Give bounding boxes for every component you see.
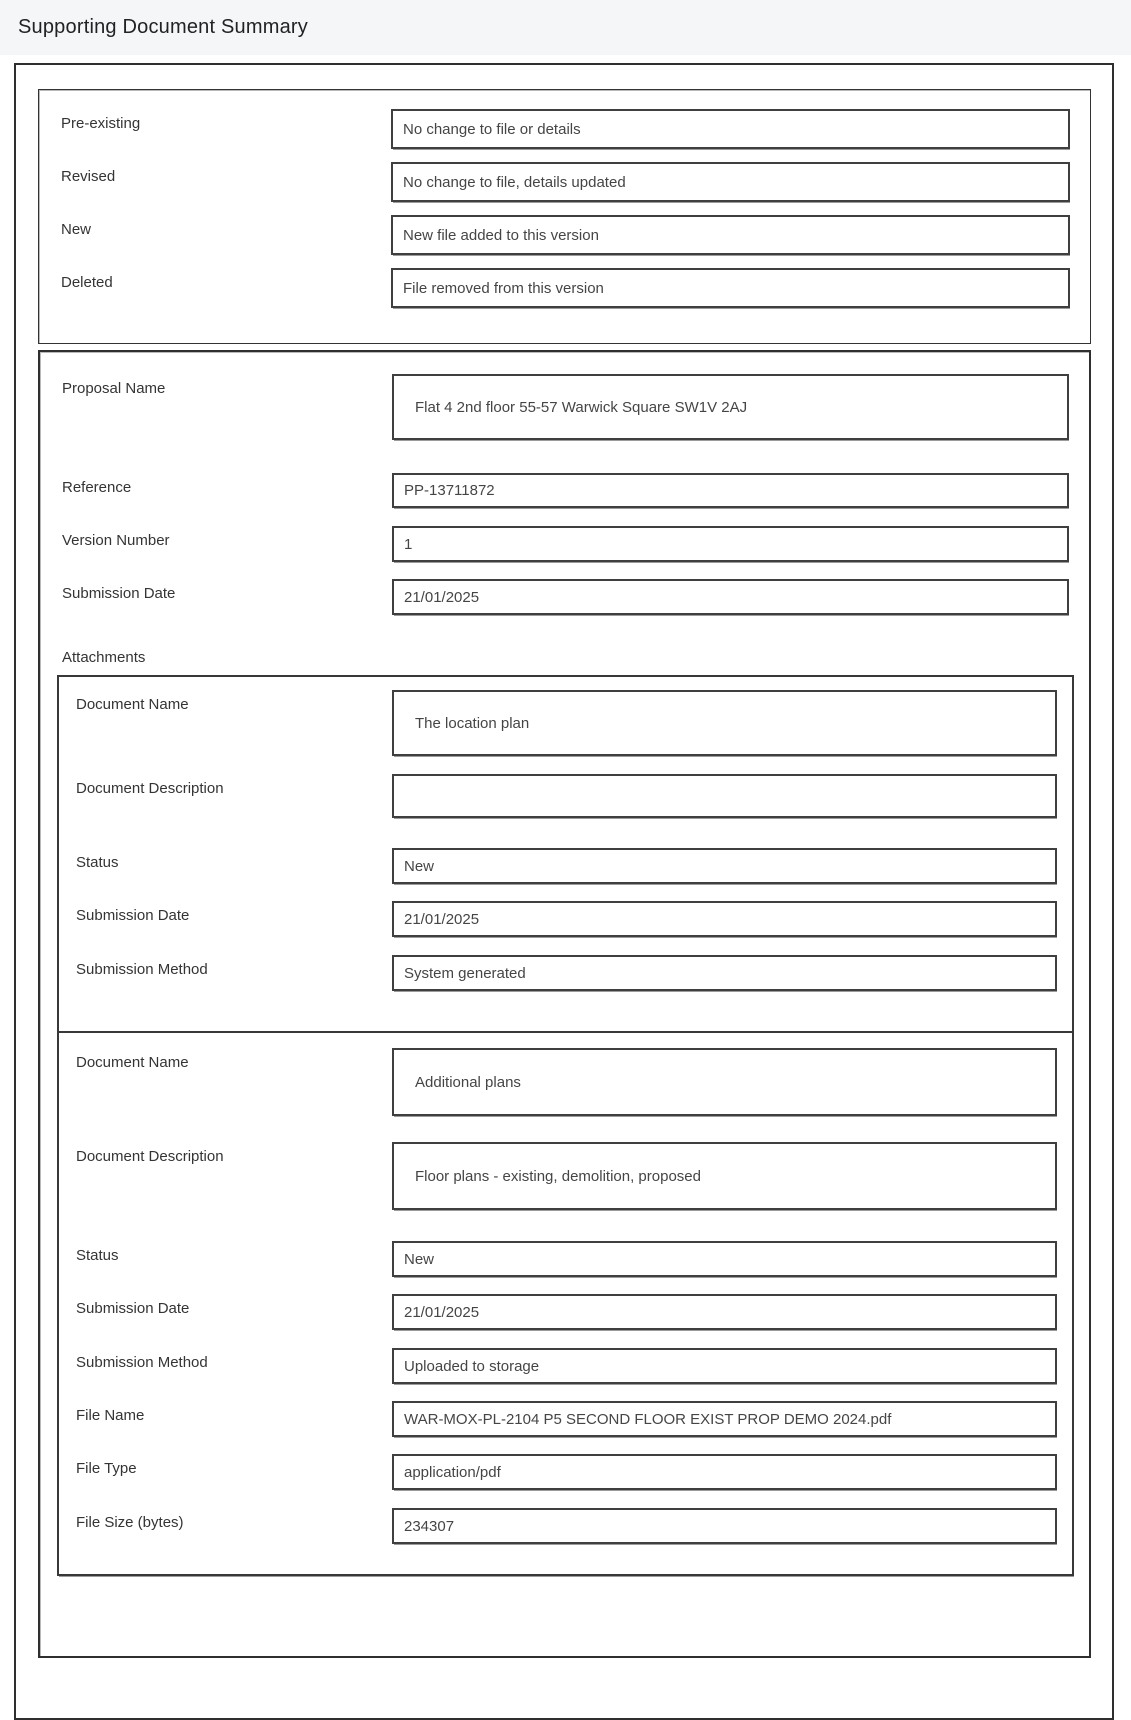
- file-name-value: WAR-MOX-PL-2104 P5 SECOND FLOOR EXIST PROP DEMO 2024.pdf: [404, 1410, 892, 1428]
- new-value: New file added to this version: [403, 226, 599, 244]
- pre-existing-value-box[interactable]: [391, 109, 1070, 149]
- submission-method-label: Submission Method: [76, 961, 208, 978]
- row-submission-date: [76, 901, 1057, 937]
- legend-section: [38, 89, 1091, 344]
- submission-date-label: Submission Date: [62, 585, 176, 602]
- attachment-record-2: [57, 1031, 1074, 1576]
- row-submission-date: [62, 579, 1069, 615]
- attachment-submission-date-value: 21/01/2025: [404, 1303, 480, 1321]
- row-submission-method: [76, 955, 1057, 991]
- file-name-label: File Name: [76, 1407, 145, 1424]
- proposal-name-value: Flat 4 2nd floor 55-57 Warwick Square SW1V 2AJ: [415, 398, 748, 416]
- pre-existing-value: No change to file or details: [403, 120, 581, 138]
- status-value-box[interactable]: [392, 848, 1057, 884]
- proposal-name-label: Proposal Name: [62, 380, 166, 397]
- row-status: [76, 848, 1057, 884]
- file-type-label: File Type: [76, 1460, 137, 1477]
- attachment-submission-date-value-box[interactable]: [392, 901, 1057, 937]
- document-name-value: The location plan: [415, 714, 530, 732]
- row-version-number: [62, 526, 1069, 562]
- page-title: Supporting Document Summary: [18, 16, 308, 38]
- row-submission-method: [76, 1348, 1057, 1384]
- row-document-name: [76, 690, 1057, 756]
- version-number-value-box[interactable]: [392, 526, 1069, 562]
- status-value-box[interactable]: [392, 1241, 1057, 1277]
- row-reference: [62, 473, 1069, 508]
- revised-value: No change to file, details updated: [403, 173, 626, 191]
- new-label: New: [61, 221, 92, 238]
- attachments-label: Attachments: [62, 649, 146, 666]
- row-file-size: [76, 1508, 1057, 1544]
- document-description-label: Document Description: [76, 1148, 224, 1165]
- file-size-value-box[interactable]: [392, 1508, 1057, 1544]
- status-value: New: [404, 1250, 435, 1268]
- submission-method-value: System generated: [404, 964, 526, 982]
- row-deleted: [61, 268, 1070, 308]
- document-container: [14, 63, 1114, 1720]
- status-label: Status: [76, 1247, 119, 1264]
- document-name-value-box[interactable]: [392, 690, 1057, 756]
- document-description-value-box[interactable]: [392, 1142, 1057, 1210]
- proposal-name-value-box[interactable]: [392, 374, 1069, 440]
- reference-label: Reference: [62, 479, 132, 496]
- pre-existing-label: Pre-existing: [61, 115, 141, 132]
- submission-method-value: Uploaded to storage: [404, 1357, 540, 1375]
- page-header: [0, 0, 1131, 55]
- revised-value-box[interactable]: [391, 162, 1070, 202]
- revised-label: Revised: [61, 168, 116, 185]
- file-size-label: File Size (bytes): [76, 1514, 184, 1531]
- attachment-submission-date-value: 21/01/2025: [404, 910, 480, 928]
- row-revised: [61, 162, 1070, 202]
- reference-value-box[interactable]: [392, 473, 1069, 508]
- document-name-label: Document Name: [76, 696, 189, 713]
- document-name-label: Document Name: [76, 1054, 189, 1071]
- submission-date-label: Submission Date: [76, 1300, 190, 1317]
- document-description-value-box[interactable]: [392, 774, 1057, 818]
- version-number-value: 1: [404, 535, 413, 553]
- file-type-value-box[interactable]: [392, 1454, 1057, 1490]
- attachment-record-1: [57, 675, 1074, 1033]
- row-proposal-name: [62, 374, 1069, 440]
- deleted-value-box[interactable]: [391, 268, 1070, 308]
- submission-method-value-box[interactable]: [392, 955, 1057, 991]
- row-document-description: [76, 774, 1057, 818]
- file-type-value: application/pdf: [404, 1463, 501, 1481]
- status-value: New: [404, 857, 435, 875]
- document-description-label: Document Description: [76, 780, 224, 797]
- row-file-type: [76, 1454, 1057, 1490]
- file-name-value-box[interactable]: [392, 1401, 1057, 1437]
- row-status: [76, 1241, 1057, 1277]
- submission-method-value-box[interactable]: [392, 1348, 1057, 1384]
- row-file-name: [76, 1401, 1057, 1437]
- row-document-description: [76, 1142, 1057, 1210]
- status-label: Status: [76, 854, 119, 871]
- row-submission-date: [76, 1294, 1057, 1330]
- proposal-section: [38, 350, 1091, 1658]
- attachment-submission-date-value-box[interactable]: [392, 1294, 1057, 1330]
- document-description-value: Floor plans - existing, demolition, proposed: [415, 1167, 701, 1185]
- reference-value: PP-13711872: [404, 482, 495, 499]
- row-new: [61, 215, 1070, 255]
- deleted-label: Deleted: [61, 274, 113, 291]
- row-document-name: [76, 1048, 1057, 1116]
- row-pre-existing: [61, 109, 1070, 149]
- new-value-box[interactable]: [391, 215, 1070, 255]
- version-number-label: Version Number: [62, 532, 170, 549]
- submission-method-label: Submission Method: [76, 1354, 208, 1371]
- document-name-value: Additional plans: [415, 1073, 521, 1091]
- submission-date-value: 21/01/2025: [404, 588, 480, 606]
- file-size-value: 234307: [404, 1517, 455, 1535]
- submission-date-label: Submission Date: [76, 907, 190, 924]
- document-name-value-box[interactable]: [392, 1048, 1057, 1116]
- deleted-value: File removed from this version: [403, 279, 604, 297]
- submission-date-value-box[interactable]: [392, 579, 1069, 615]
